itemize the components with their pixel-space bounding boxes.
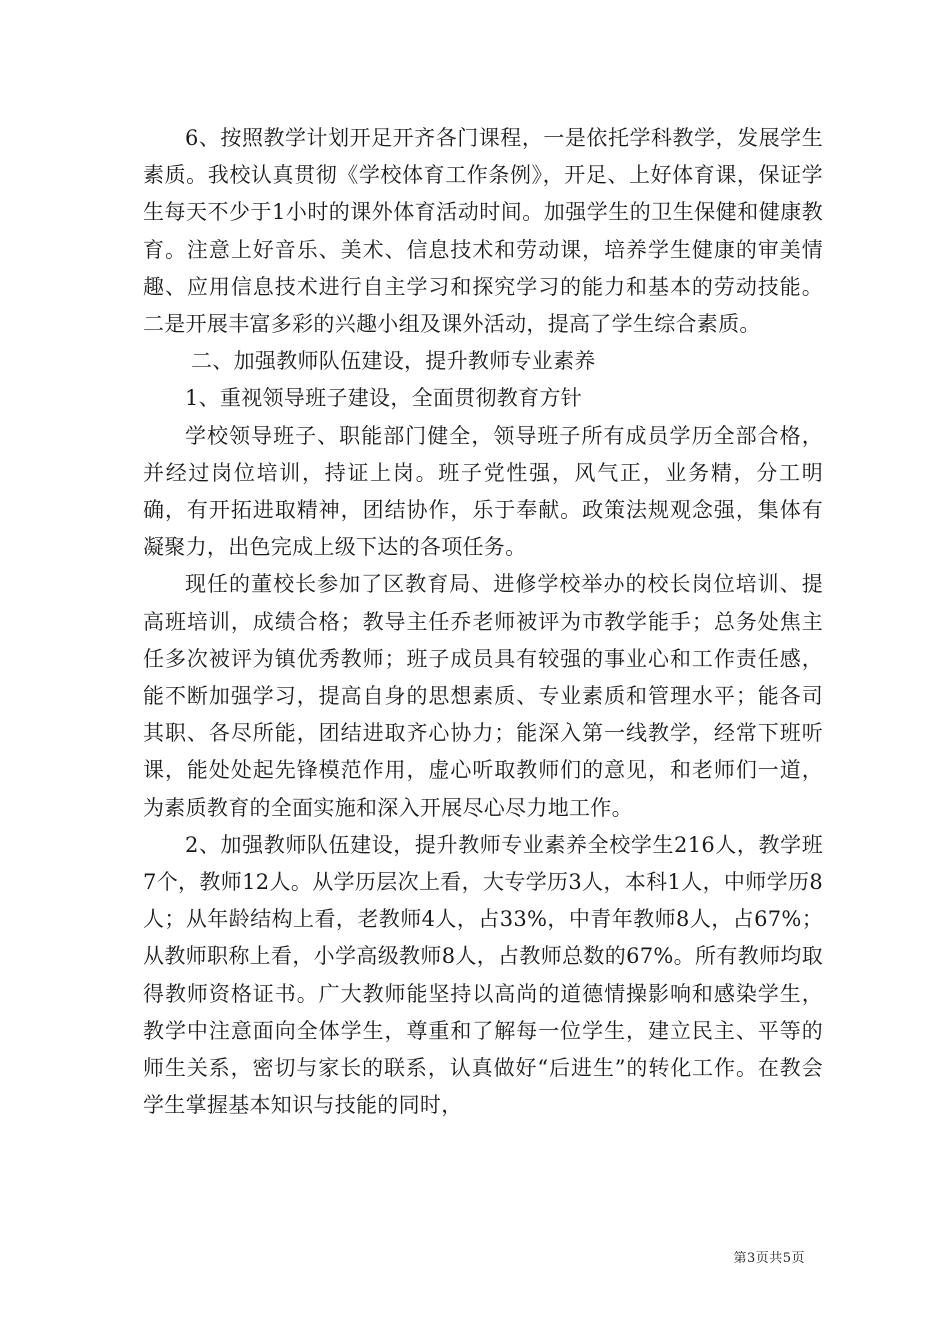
paragraph-leadership-team: 学校领导班子、职能部门健全，领导班子所有成员学历全部合格，并经过岗位培训，持证上岗。班子党性强，风气正，业务精，分工明确，有开拓进取精神，团结协作，乐于奉献。政策法规观念强，集体有凝聚力，出色完成上级下达的各项任务。 [143,423,823,560]
paragraph-principal-training: 现任的董校长参加了区教育局、进修学校举办的校长岗位培训、提高班培训，成绩合格；教导主任乔老师被评为市教学能手；总务处焦主任多次被评为镇优秀教师；班子成员具有较强的事业心和工作责任感，能不断加强学习，提高自身的思想素质、专业素质和管理水平；能各司其职、各尽所能，团结进取齐心协力；能深入第一线教学，经常下班听课，能处处起先锋模范作用，虚心听取教师们的意见，和老师们一道，为素质教育的全面实施和深入开展尽心尽力地工作。 [143,572,823,820]
paragraph-teacher-statistics: 2、加强教师队伍建设，提升教师专业素养全校学生216人，教学班7个，教师12人。从学历层次上看，大专学历3人，本科1人，中师学历8人；从年龄结构上看，老教师4人，占33%，中青年教师8人，占67%；从教师职称上看，小学高级教师8人，占教师总数的67%。所有教师均取得教师资格证书。广大教师能坚持以高尚的道德情操影响和感染学生，教学中注意面向全体学生，尊重和了解每一位学生，建立民主、平等的师生关系，密切与家长的联系，认真做好“后进生”的转化工作。在教会学生掌握基本知识与技能的同时， [143,832,823,1118]
subheading-leadership: 1、重视领导班子建设，全面贯彻教育方针 [185,386,583,411]
document-body [143,120,823,1124]
section-heading-teacher-team: 二、加强教师队伍建设，提升教师专业素养 [191,349,596,374]
paragraph-course-offering: 6、按照教学计划开足开齐各门课程，一是依托学科教学，发展学生素质。我校认真贯彻《学校体育工作条例》，开足、上好体育课，保证学生每天不少于1小时的课外体育活动时间。加强学生的卫生保健和健康教育。注意上好音乐、美术、信息技术和劳动课，培养学生健康的审美情趣、应用信息技术进行自主学习和探究学习的能力和基本的劳动技能。二是开展丰富多彩的兴趣小组及课外活动，提高了学生综合素质。 [143,126,823,337]
page-number-footer: 第3页共5页 [733,1251,805,1266]
